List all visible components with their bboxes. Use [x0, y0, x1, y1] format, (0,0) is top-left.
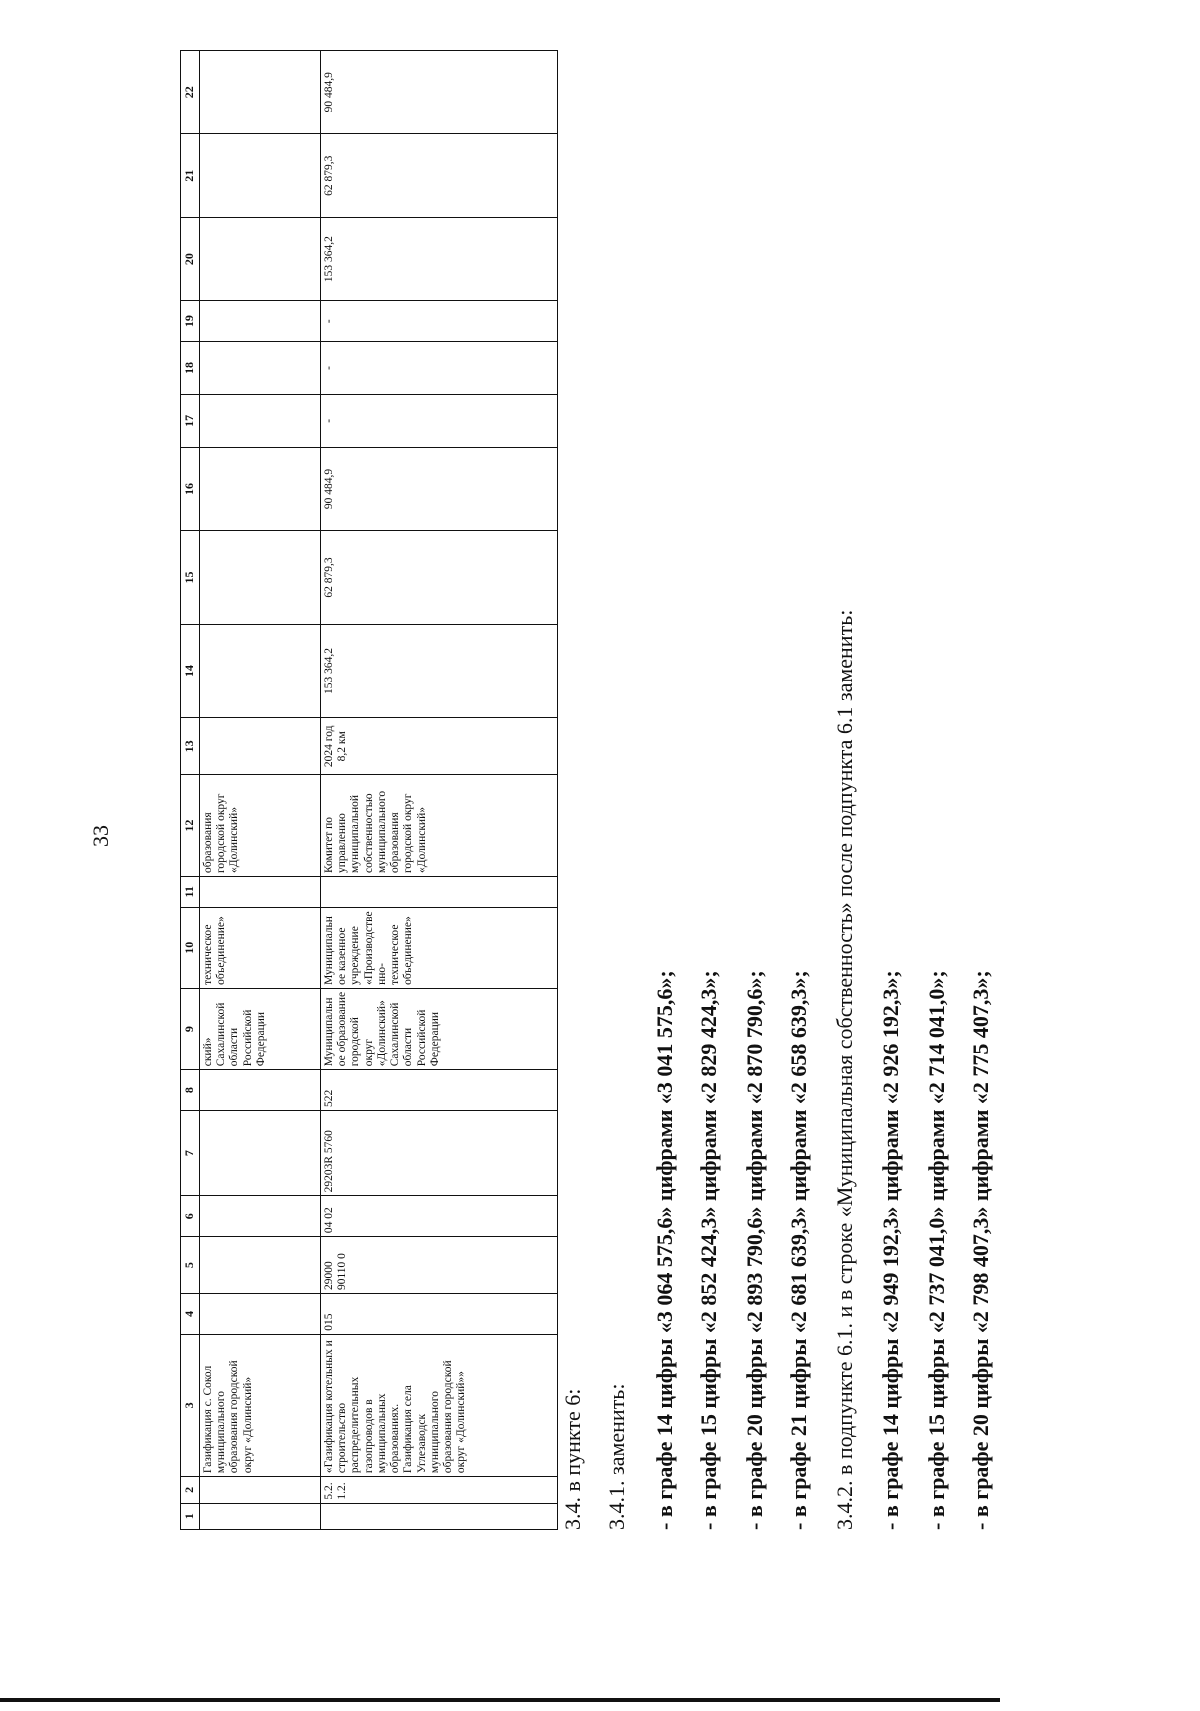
table-cell: -	[321, 301, 558, 342]
column-header: 21	[181, 134, 200, 217]
replacement-line: - в графе 15 цифры «2 737 041,0» цифрами «2 714 041,0»;	[924, 970, 949, 1530]
table-cell: 29203R 5760	[321, 1110, 558, 1195]
column-header: 8	[181, 1070, 200, 1111]
table-cell	[200, 1237, 321, 1294]
column-header: 12	[181, 775, 200, 877]
column-header: 16	[181, 447, 200, 530]
table-cell: 90 484,9	[321, 51, 558, 134]
table-cell: 62 879,3	[321, 134, 558, 217]
replacement-line: - в графе 14 цифры «3 064 575,6» цифрами «3 041 575,6»;	[652, 970, 677, 1530]
clause-3-4: 3.4. в пункте 6:	[560, 1388, 585, 1530]
table-cell	[200, 1110, 321, 1195]
rotated-page-content	[180, 50, 1200, 1530]
column-header: 20	[181, 217, 200, 300]
column-header: 18	[181, 341, 200, 394]
replacement-line: - в графе 20 цифры «2 798 407,3» цифрами «2 775 407,3»;	[968, 970, 993, 1530]
column-header: 14	[181, 624, 200, 718]
clause-3-4-2: 3.4.2. в подпункте 6.1. и в строке «Муниципальная собственность» после подпункта 6.1 заменить:	[832, 609, 857, 1530]
table-cell: Газификация с. Сокол муниципального образования городской округ «Долинский»	[200, 1334, 321, 1476]
replacement-line: - в графе 20 цифры «2 893 790,6» цифрами «2 870 790,6»;	[742, 970, 767, 1530]
column-header: 1	[181, 1503, 200, 1529]
table-cell	[200, 1196, 321, 1237]
table-cell: образования городской округ «Долинский»	[200, 775, 321, 877]
table-cell	[200, 301, 321, 342]
replacement-line: - в графе 15 цифры «2 852 424,3» цифрами «2 829 424,3»;	[696, 970, 721, 1530]
column-header: 5	[181, 1237, 200, 1294]
replacement-line: - в графе 21 цифры «2 681 639,3» цифрами «2 658 639,3»;	[786, 970, 811, 1530]
column-header: 11	[181, 877, 200, 908]
table-cell	[200, 217, 321, 300]
column-header: 9	[181, 988, 200, 1069]
table-cell	[200, 1503, 321, 1529]
column-header: 22	[181, 51, 200, 134]
bottom-rule	[0, 1698, 1000, 1702]
column-header: 13	[181, 718, 200, 775]
column-header: 7	[181, 1110, 200, 1195]
table-cell	[200, 531, 321, 625]
column-header: 19	[181, 301, 200, 342]
table-row	[321, 51, 558, 1530]
table-cell: техническое объединение»	[200, 907, 321, 988]
table-cell	[321, 877, 558, 908]
program-table	[180, 50, 558, 1530]
table-cell	[200, 394, 321, 447]
column-header: 3	[181, 1334, 200, 1476]
table-cell	[200, 718, 321, 775]
table-cell: 04 02	[321, 1196, 558, 1237]
replacement-line: - в графе 14 цифры «2 949 192,3» цифрами «2 926 192,3»;	[878, 970, 903, 1530]
table-cell	[200, 624, 321, 718]
table-cell: -	[321, 341, 558, 394]
table-cell: 62 879,3	[321, 531, 558, 625]
table-header-row	[181, 51, 200, 1530]
table-cell: 522	[321, 1070, 558, 1111]
page-number: 33	[88, 825, 113, 847]
table-cell: -	[321, 394, 558, 447]
table-row	[200, 51, 321, 1530]
table-cell: Муниципальное образование городской округ «Долинский» Сахалинской области Российской Федерации	[321, 988, 558, 1069]
table-cell	[200, 1294, 321, 1335]
table-cell	[200, 1070, 321, 1111]
column-header: 4	[181, 1294, 200, 1335]
table-cell: 29000 90110 0	[321, 1237, 558, 1294]
table-cell: 5.2.1.2.	[321, 1477, 558, 1503]
table-cell: ский» Сахалинской области Российской Федерации	[200, 988, 321, 1069]
table-cell: 153 364,2	[321, 217, 558, 300]
table-cell	[200, 134, 321, 217]
column-header: 6	[181, 1196, 200, 1237]
table-cell: 153 364,2	[321, 624, 558, 718]
table-cell	[321, 1503, 558, 1529]
table-cell: «Газификация котельных и строительство распределительных газопроводов в муниципальных образованиях. Газификация села Углезаводск муниципального образования городской округ «Долинский»»	[321, 1334, 558, 1476]
table-cell	[200, 447, 321, 530]
column-header: 2	[181, 1477, 200, 1503]
table-cell	[200, 877, 321, 908]
table-cell: 90 484,9	[321, 447, 558, 530]
table-cell	[200, 51, 321, 134]
column-header: 17	[181, 394, 200, 447]
table-cell: Муниципальное казенное учреждение «Производственно-техническое объединение»	[321, 907, 558, 988]
table-cell: Комитет по управлению муниципальной собственностью муниципального образования городской округ «Долинский»	[321, 775, 558, 877]
clause-3-4-1: 3.4.1. заменить:	[604, 1383, 629, 1530]
table-cell: 015	[321, 1294, 558, 1335]
table-cell	[200, 1477, 321, 1503]
table-cell: 2024 год 8,2 км	[321, 718, 558, 775]
table-cell	[200, 341, 321, 394]
column-header: 15	[181, 531, 200, 625]
column-header: 10	[181, 907, 200, 988]
